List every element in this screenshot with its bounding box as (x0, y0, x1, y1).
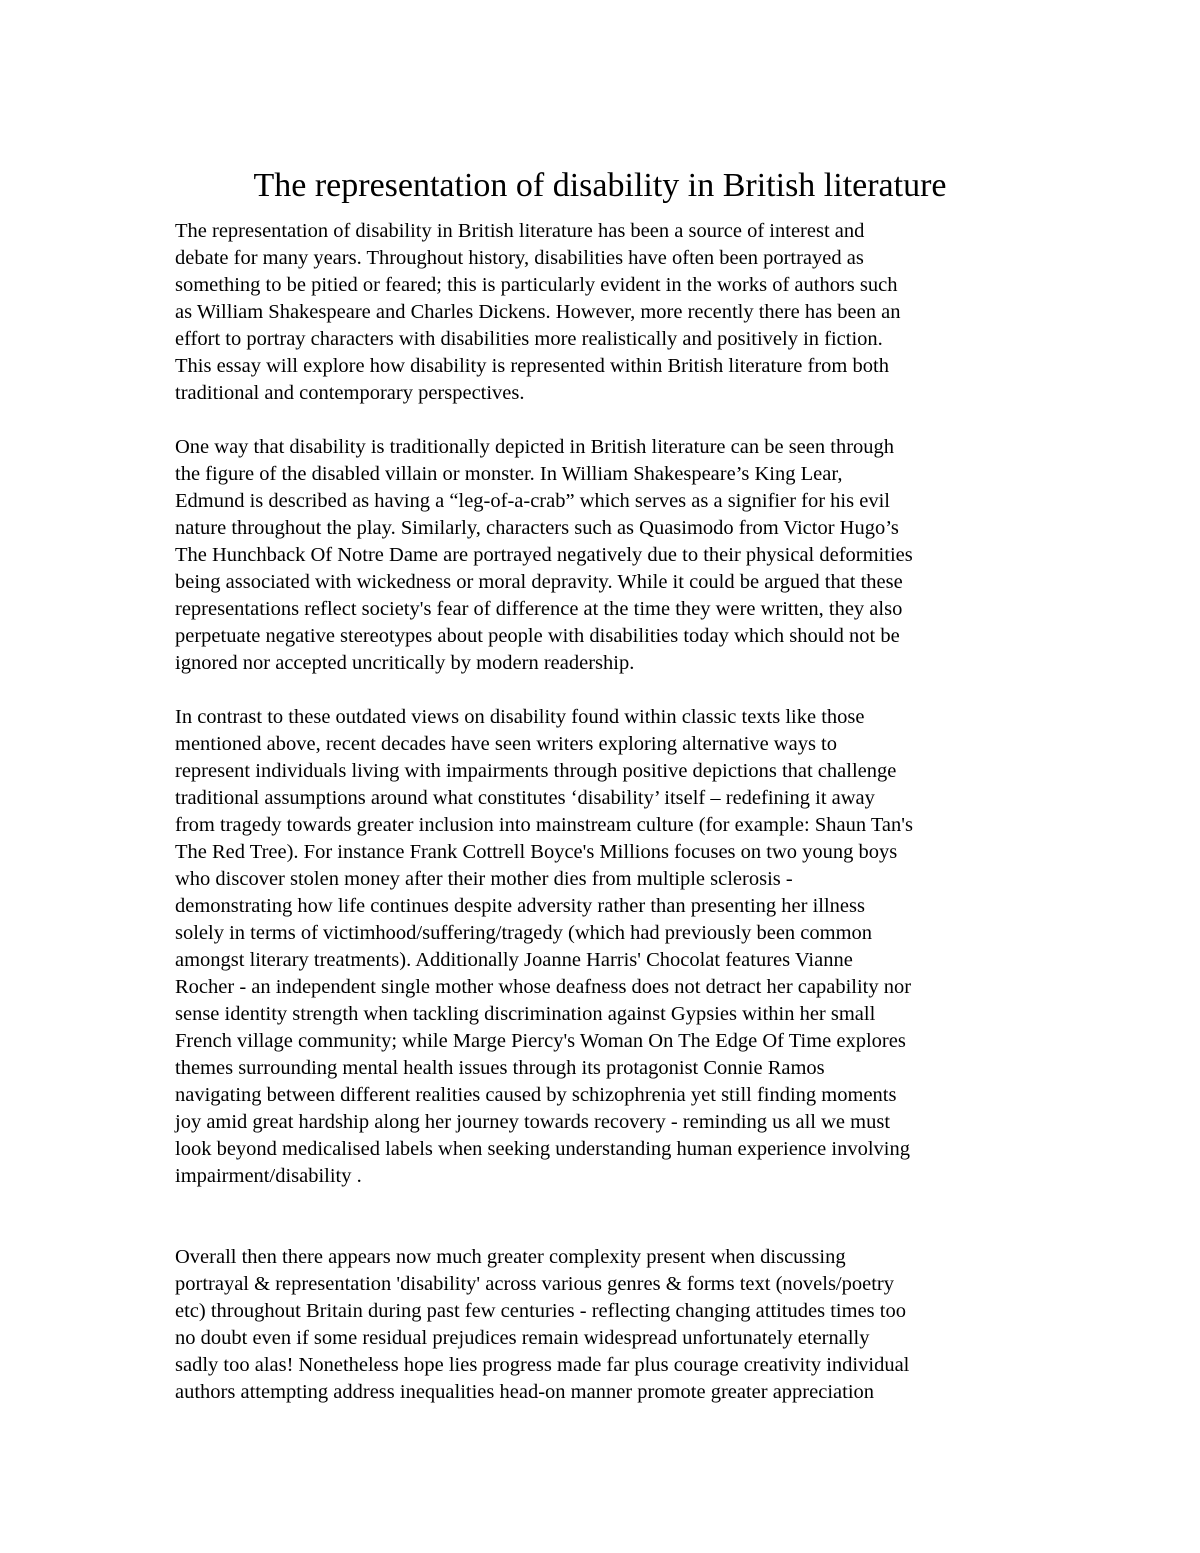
text-line: mentioned above, recent decades have seen writers exploring alternative ways to (175, 733, 837, 755)
text-line: traditional assumptions around what constitutes ‘disability’ itself – redefining it away (175, 787, 875, 809)
text-line: joy amid great hardship along her journey towards recovery - reminding us all we must (175, 1111, 891, 1133)
text-line: debate for many years. Throughout history, disabilities have often been portrayed as (175, 247, 864, 269)
text-line: solely in terms of victimhood/suffering/tragedy (which had previously been common (175, 922, 873, 944)
text-line: Rocher - an independent single mother whose deafness does not detract her capability nor (175, 976, 912, 998)
text-line: impairment/disability . (175, 1165, 362, 1187)
text-line: perpetuate negative stereotypes about people with disabilities today which should not be (175, 625, 900, 647)
text-line: from tragedy towards greater inclusion into mainstream culture (for example: Shaun Tan's (175, 814, 913, 836)
text-line: In contrast to these outdated views on disability found within classic texts like those (175, 706, 865, 728)
text-line: no doubt even if some residual prejudices remain widespread unfortunately eternally (175, 1327, 870, 1349)
text-line: The representation of disability in British literature has been a source of interest and (175, 220, 865, 242)
paragraph-spacer (175, 677, 1055, 704)
text-line: represent individuals living with impairments through positive depictions that challenge (175, 760, 897, 782)
text-line: traditional and contemporary perspectives. (175, 382, 525, 404)
text-line: sadly too alas! Nonetheless hope lies progress made far plus courage creativity individual (175, 1354, 910, 1376)
paragraph-4 (175, 1244, 1055, 1406)
text-line: navigating between different realities caused by schizophrenia yet still finding moments (175, 1084, 897, 1106)
text-line: The Red Tree). For instance Frank Cottrell Boyce's Millions focuses on two young boys (175, 841, 898, 863)
text-line: the figure of the disabled villain or monster. In William Shakespeare’s King Lear, (175, 463, 843, 485)
paragraph-3 (175, 704, 1055, 1190)
text-line: portrayal & representation 'disability' across various genres & forms text (novels/poetry (175, 1273, 895, 1295)
text-line: French village community; while Marge Piercy's Woman On The Edge Of Time explores (175, 1030, 906, 1052)
text-line: etc) throughout Britain during past few centuries - reflecting changing attitudes times too (175, 1300, 906, 1322)
paragraph-2 (175, 434, 1055, 677)
document-title: The representation of disability in British literature (253, 167, 947, 204)
text-line: demonstrating how life continues despite adversity rather than presenting her illness (175, 895, 865, 917)
text-line: ignored nor accepted uncritically by modern readership. (175, 652, 635, 674)
text-line: Edmund is described as having a “leg-of-a-crab” which serves as a signifier for his evil (175, 490, 890, 512)
text-line: Overall then there appears now much greater complexity present when discussing (175, 1246, 846, 1268)
text-line: as William Shakespeare and Charles Dickens. However, more recently there has been an (175, 301, 901, 323)
document-body (175, 218, 1055, 1406)
text-line: effort to portray characters with disabilities more realistically and positively in fiction. (175, 328, 883, 350)
text-line: authors attempting address inequalities head-on manner promote greater appreciation (175, 1381, 875, 1403)
text-line: One way that disability is traditionally depicted in British literature can be seen through (175, 436, 895, 458)
text-line: amongst literary treatments). Additionally Joanne Harris' Chocolat features Vianne (175, 949, 853, 971)
text-line: being associated with wickedness or moral depravity. While it could be argued that these (175, 571, 903, 593)
paragraph-spacer (175, 407, 1055, 434)
text-line: The Hunchback Of Notre Dame are portrayed negatively due to their physical deformities (175, 544, 913, 566)
text-line: This essay will explore how disability is represented within British literature from both (175, 355, 889, 377)
text-line: nature throughout the play. Similarly, characters such as Quasimodo from Victor Hugo’s (175, 517, 899, 539)
text-line: sense identity strength when tackling discrimination against Gypsies within her small (175, 1003, 876, 1025)
text-line: who discover stolen money after their mother dies from multiple sclerosis - (175, 868, 793, 890)
text-line: representations reflect society's fear of difference at the time they were written, they also (175, 598, 903, 620)
paragraph-spacer (175, 1190, 1055, 1244)
text-line: something to be pitied or feared; this is particularly evident in the works of authors such (175, 274, 898, 296)
text-line: themes surrounding mental health issues through its protagonist Connie Ramos (175, 1057, 825, 1079)
text-line: look beyond medicalised labels when seeking understanding human experience involving (175, 1138, 910, 1160)
paragraph-1 (175, 218, 1055, 407)
